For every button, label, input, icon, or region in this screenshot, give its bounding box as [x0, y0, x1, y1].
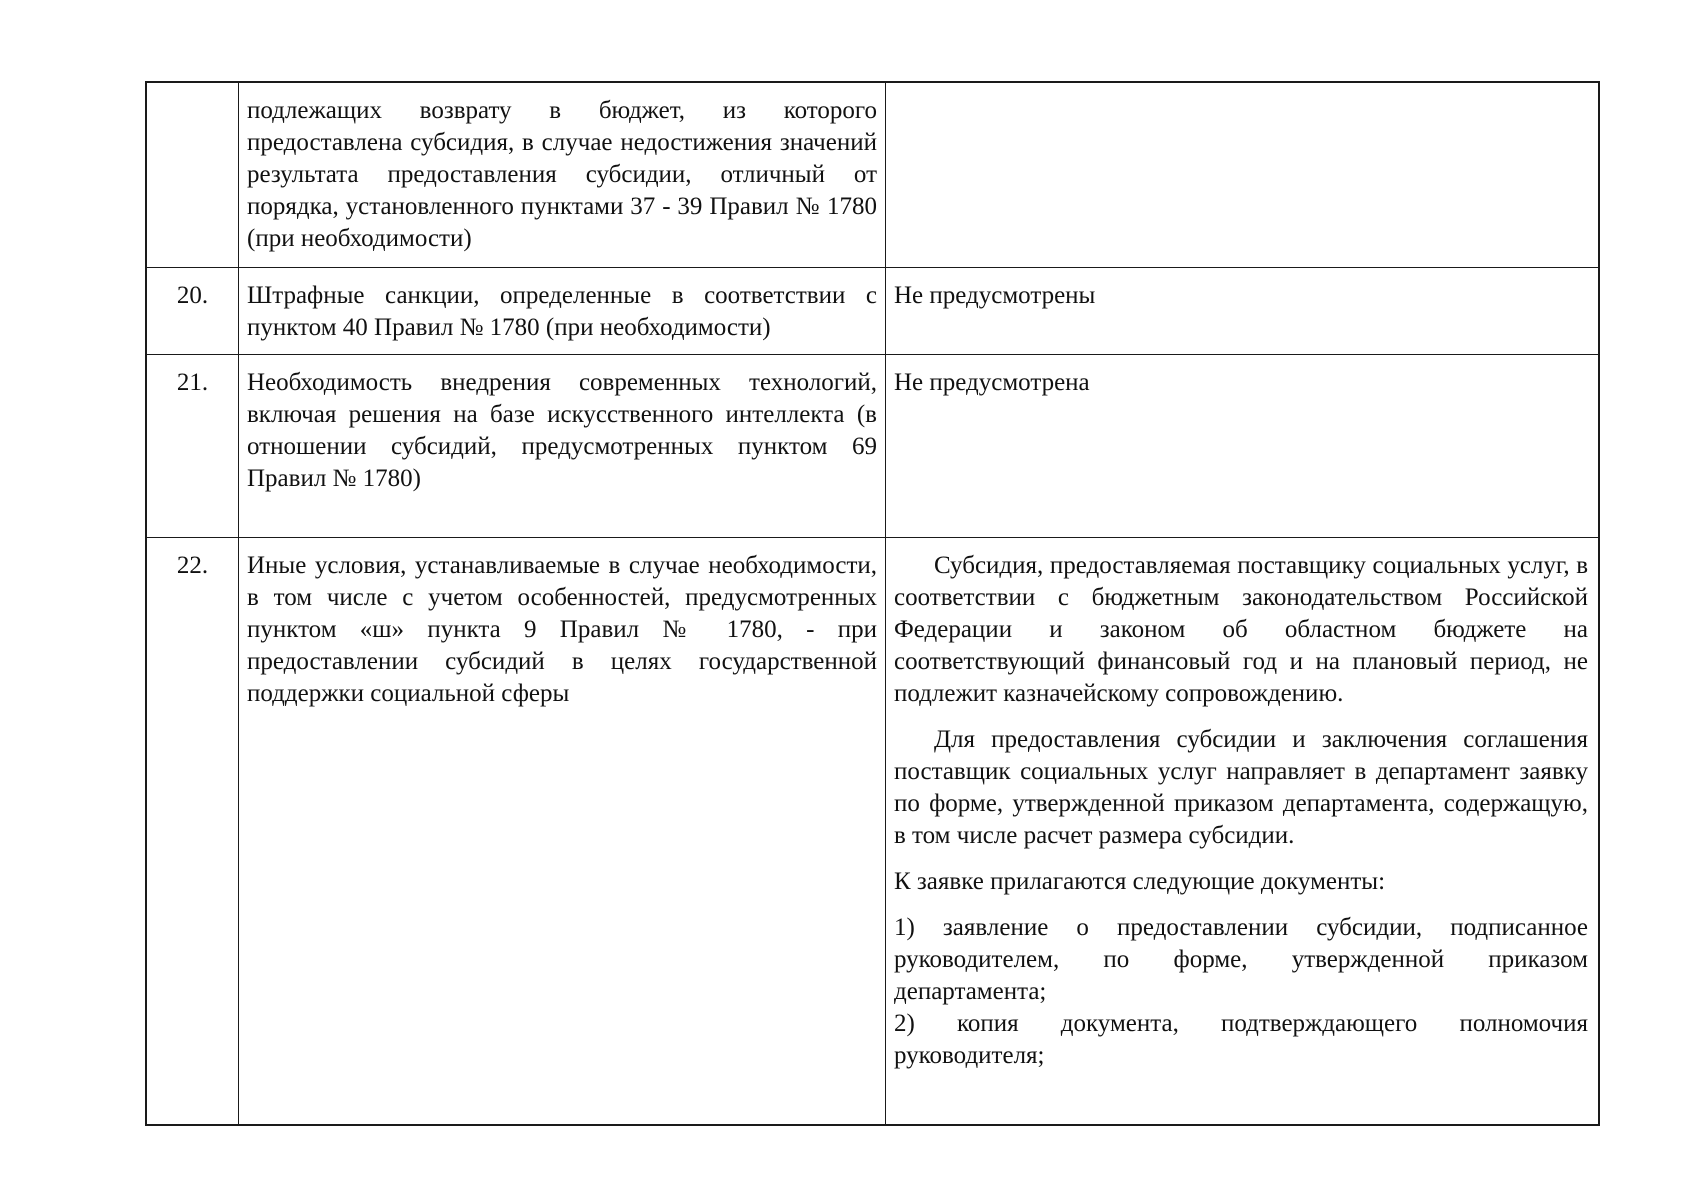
row-number: 20.	[147, 268, 239, 354]
row-value: Не предусмотрены	[894, 282, 1096, 309]
row-value	[886, 83, 1598, 267]
value-paragraph: Субсидия, предоставляемая поставщику социальных услуг, в соответствии с бюджетным законодательством Российской Федерации и законом об областном бюджете на соответствующий финансовый год и на плановый период, не подлежит казначейскому сопровождению.	[894, 552, 1588, 707]
row-number: 21.	[147, 355, 239, 537]
document-list-item: 1) заявление о предоставлении субсидии, подписанное руководителем, по форме, утвержденной приказом департамента;	[894, 914, 1588, 1005]
table-row	[147, 83, 1598, 267]
row-value: Не предусмотрена	[894, 369, 1090, 396]
row-number	[147, 83, 239, 267]
table-row	[147, 267, 1598, 354]
row-name: подлежащих возврату в бюджет, из которого предоставлена субсидия, в случае недостижения значений результата предоставления субсидии, отличный от порядка, установленного пунктами 37 - 39 Правил № 1780 (при необходимости)	[239, 83, 886, 267]
document-list-item: 2) копия документа, подтверждающего полномочия руководителя;	[894, 1010, 1588, 1069]
row-name: Необходимость внедрения современных технологий, включая решения на базе искусственного интеллекта (в отношении субсидий, предусмотренных пунктом 69 Правил № 1780)	[239, 355, 886, 537]
row-name: Иные условия, устанавливаемые в случае необходимости, в том числе с учетом особенностей, предусмотренных пунктом «ш» пункта 9 Правил № 1780, - при предоставлении субсидий в целях государственной поддержки социальной сферы	[239, 538, 886, 1124]
row-value	[886, 538, 1598, 1124]
row-number: 22.	[147, 538, 239, 1124]
value-paragraph: К заявке прилагаются следующие документы:	[894, 868, 1386, 895]
value-paragraph: Для предоставления субсидии и заключения соглашения поставщик социальных услуг направляет в департамент заявку по форме, утвержденной приказом департамента, содержащую, в том числе расчет размера субсидии.	[894, 726, 1588, 849]
table-row	[147, 537, 1598, 1124]
document-table	[145, 81, 1600, 1126]
row-name: Штрафные санкции, определенные в соответствии с пунктом 40 Правил № 1780 (при необходимости)	[239, 268, 886, 354]
table-row	[147, 354, 1598, 537]
